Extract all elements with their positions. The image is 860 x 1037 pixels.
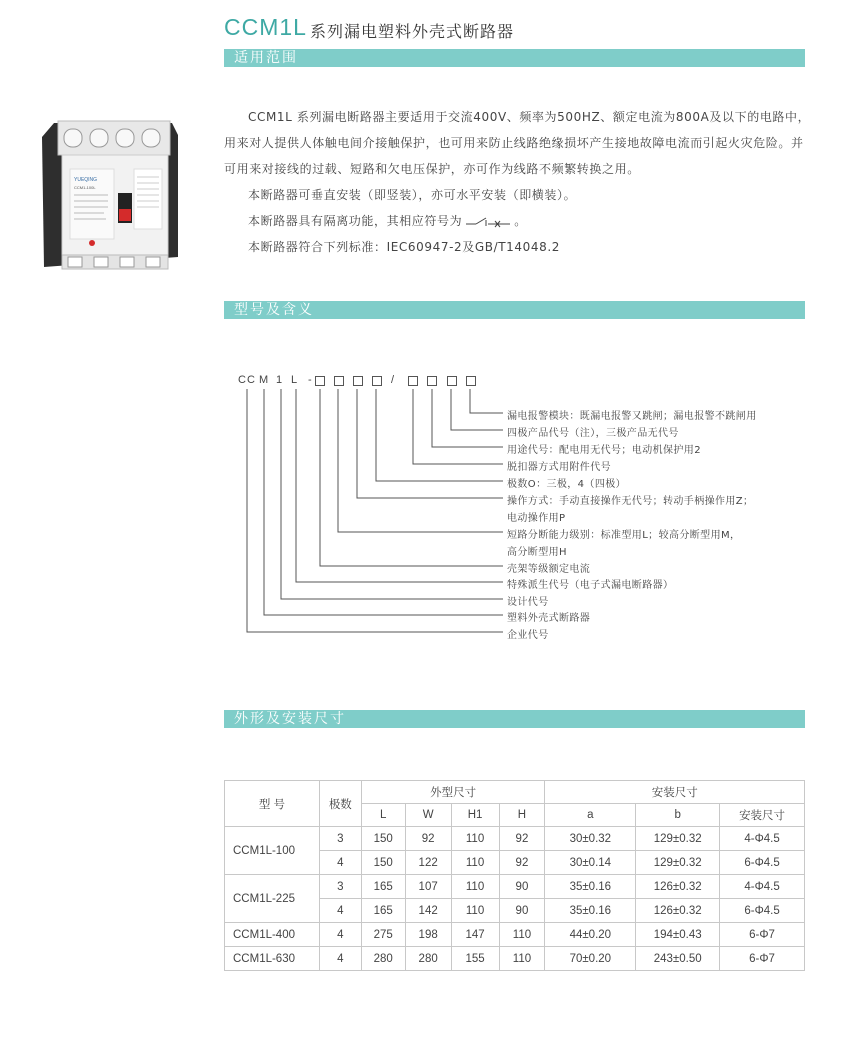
scope-paragraph-1: CCM1L 系列漏电断路器主要适用于交流400V、频率为500HZ、额定电流为800A及以下的电路中，用来对人提供人体触电间介接触保护，也可用来防止线路绝缘损坏产生接地故障电流而引起火灾危险。并可用来对接线的过载、短路和欠电压保护，亦可作为线路不频繁转换之用。 bbox=[224, 110, 811, 176]
cell-a: 35±0.16 bbox=[545, 899, 636, 923]
cell-W: 107 bbox=[405, 875, 451, 899]
cell-H1: 147 bbox=[451, 923, 499, 947]
table-row bbox=[225, 875, 805, 899]
cell-mount: 6-Φ4.5 bbox=[720, 851, 805, 875]
header-install: 安装尺寸 bbox=[545, 781, 805, 804]
cell-b: 126±0.32 bbox=[636, 899, 720, 923]
cell-L: 275 bbox=[361, 923, 405, 947]
code-description: 短路分断能力级别：标准型用L；较高分断型用M， bbox=[507, 530, 741, 541]
header-a: a bbox=[545, 804, 636, 827]
cell-poles: 4 bbox=[319, 851, 361, 875]
code-char: M bbox=[259, 374, 269, 386]
cell-poles: 4 bbox=[319, 923, 361, 947]
cell-W: 92 bbox=[405, 827, 451, 851]
code-description: 漏电报警模块：既漏电报警又跳闸；漏电报警不跳闸用 bbox=[507, 411, 757, 422]
code-description: 壳架等级额定电流 bbox=[507, 564, 591, 575]
table-row bbox=[225, 947, 805, 971]
cell-mount: 4-Φ4.5 bbox=[720, 875, 805, 899]
cell-mount: 6-Φ7 bbox=[720, 947, 805, 971]
cell-mount: 6-Φ7 bbox=[720, 923, 805, 947]
table-row bbox=[225, 923, 805, 947]
cell-mount: 6-Φ4.5 bbox=[720, 899, 805, 923]
cell-a: 30±0.14 bbox=[545, 851, 636, 875]
section-title-scope: 适用范围 bbox=[234, 50, 298, 66]
header-H1: H1 bbox=[451, 804, 499, 827]
cell-H: 90 bbox=[499, 899, 545, 923]
cell-a: 30±0.32 bbox=[545, 827, 636, 851]
cell-H: 110 bbox=[499, 923, 545, 947]
cell-model: CCM1L-400 bbox=[225, 923, 320, 947]
cell-W: 122 bbox=[405, 851, 451, 875]
cell-H1: 110 bbox=[451, 851, 499, 875]
scope-paragraph-4: 本断路器符合下列标准：IEC60947-2及GB/T14048.2 bbox=[248, 240, 560, 254]
code-char: C bbox=[247, 374, 255, 386]
cell-H: 92 bbox=[499, 827, 545, 851]
svg-text:CCM1-100L: CCM1-100L bbox=[74, 185, 96, 190]
code-description: 特殊派生代号（电子式漏电断路器） bbox=[507, 580, 674, 591]
section-bar-dimensions bbox=[224, 710, 805, 728]
cell-L: 150 bbox=[361, 827, 405, 851]
cell-L: 280 bbox=[361, 947, 405, 971]
cell-H: 110 bbox=[499, 947, 545, 971]
code-description: 企业代号 bbox=[507, 630, 549, 641]
cell-poles: 4 bbox=[319, 899, 361, 923]
cell-poles: 3 bbox=[319, 827, 361, 851]
section-title-model-meaning: 型号及含义 bbox=[234, 302, 314, 318]
header-poles: 极数 bbox=[319, 781, 361, 827]
scope-paragraph-2: 本断路器可垂直安装（即竖装），亦可水平安装（即横装）。 bbox=[248, 188, 577, 202]
code-char: C bbox=[238, 374, 246, 386]
product-model-title: CCM1L bbox=[224, 14, 307, 40]
cell-L: 165 bbox=[361, 899, 405, 923]
code-description: 操作方式：手动直接操作无代号；转动手柄操作用Z； bbox=[507, 496, 754, 507]
code-description: 脱扣器方式用附件代号 bbox=[507, 462, 611, 473]
code-description: 设计代号 bbox=[507, 597, 549, 608]
header-outline: 外型尺寸 bbox=[361, 781, 545, 804]
section-title-dimensions: 外形及安装尺寸 bbox=[234, 711, 346, 727]
cell-mount: 4-Φ4.5 bbox=[720, 827, 805, 851]
cell-H1: 155 bbox=[451, 947, 499, 971]
code-char: 1 bbox=[276, 374, 283, 386]
code-slash: / bbox=[391, 374, 395, 386]
cell-L: 165 bbox=[361, 875, 405, 899]
header-L: L bbox=[361, 804, 405, 827]
table-row bbox=[225, 827, 805, 851]
cell-a: 35±0.16 bbox=[545, 875, 636, 899]
header-model: 型 号 bbox=[225, 781, 320, 827]
cell-a: 44±0.20 bbox=[545, 923, 636, 947]
cell-L: 150 bbox=[361, 851, 405, 875]
cell-model: CCM1L-225 bbox=[225, 875, 320, 923]
cell-H1: 110 bbox=[451, 875, 499, 899]
scope-paragraph-3: 本断路器具有隔离功能，其相应符号为 。 bbox=[248, 214, 527, 228]
code-char: L bbox=[291, 374, 298, 386]
cell-H: 90 bbox=[499, 875, 545, 899]
cell-H: 92 bbox=[499, 851, 545, 875]
product-series-title: 系列漏电塑料外壳式断路器 bbox=[310, 22, 515, 41]
cell-b: 129±0.32 bbox=[636, 827, 720, 851]
header-b: b bbox=[636, 804, 720, 827]
code-char: - bbox=[308, 374, 312, 386]
header-mount: 安装尺寸 bbox=[720, 804, 805, 827]
header-W: W bbox=[405, 804, 451, 827]
cell-b: 129±0.32 bbox=[636, 851, 720, 875]
cell-H1: 110 bbox=[451, 899, 499, 923]
cell-b: 126±0.32 bbox=[636, 875, 720, 899]
cell-model: CCM1L-630 bbox=[225, 947, 320, 971]
cell-a: 70±0.20 bbox=[545, 947, 636, 971]
cell-model: CCM1L-100 bbox=[225, 827, 320, 875]
cell-b: 243±0.50 bbox=[636, 947, 720, 971]
cell-H1: 110 bbox=[451, 827, 499, 851]
cell-poles: 4 bbox=[319, 947, 361, 971]
cell-W: 198 bbox=[405, 923, 451, 947]
cell-W: 142 bbox=[405, 899, 451, 923]
code-description: 用途代号：配电用无代号；电动机保护用2 bbox=[507, 445, 701, 456]
header-H: H bbox=[499, 804, 545, 827]
cell-W: 280 bbox=[405, 947, 451, 971]
cell-b: 194±0.43 bbox=[636, 923, 720, 947]
code-description: 极数O：三极，4（四极） bbox=[507, 479, 627, 490]
code-description: 塑料外壳式断路器 bbox=[507, 613, 591, 624]
cell-poles: 3 bbox=[319, 875, 361, 899]
code-description: 高分断型用H bbox=[507, 547, 567, 558]
code-description: 四极产品代号（注），三极产品无代号 bbox=[507, 428, 679, 439]
code-description: 电动操作用P bbox=[507, 513, 566, 524]
brand-label: YUEQING bbox=[74, 177, 98, 183]
dimensions-table bbox=[224, 780, 805, 971]
